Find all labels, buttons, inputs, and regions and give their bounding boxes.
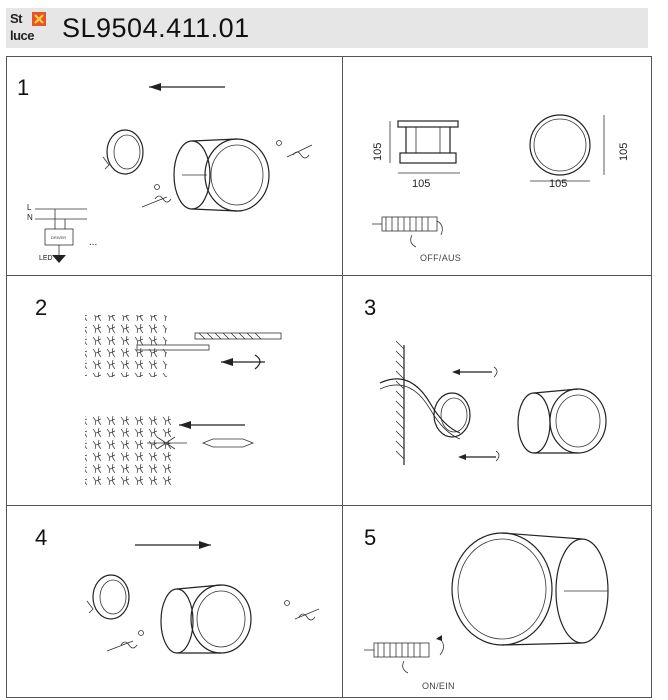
step-number: 4 <box>35 525 48 550</box>
model-number-title: SL9504.411.01 <box>62 13 250 43</box>
led-label: LED <box>39 255 53 262</box>
height-dimension-right: 105 <box>618 142 630 161</box>
more-ellipsis: ... <box>89 237 98 248</box>
step-1-illustration <box>7 57 342 275</box>
step-number: 3 <box>364 295 377 320</box>
dimensions-panel <box>342 57 652 275</box>
step-5-panel <box>342 505 652 699</box>
wire-l-label: L <box>27 203 32 212</box>
switch-off-caption: OFF/AUS <box>420 253 462 263</box>
wire-n-label: N <box>27 213 33 222</box>
document-header <box>6 8 648 48</box>
brand-logo <box>10 10 50 46</box>
dimensions-illustration <box>342 57 652 275</box>
step-1-panel <box>7 57 342 275</box>
step-4-panel <box>7 505 342 699</box>
width-dimension-right: 105 <box>549 178 568 190</box>
height-dimension-left: 105 <box>372 142 384 161</box>
instruction-grid <box>6 56 652 698</box>
logo-text-top: St <box>10 11 22 26</box>
step-4-illustration <box>7 505 342 699</box>
step-number: 2 <box>35 295 48 320</box>
logo-mark-icon <box>32 12 46 26</box>
step-2-panel <box>7 275 342 505</box>
step-3-panel <box>342 275 652 505</box>
step-5-illustration <box>342 505 652 699</box>
step-2-illustration <box>7 275 342 505</box>
step-number: 1 <box>17 75 30 100</box>
driver-label: DRIVER <box>51 235 67 240</box>
logo-text-bottom: luce <box>10 28 35 43</box>
step-number: 5 <box>364 525 377 550</box>
step-3-illustration <box>342 275 652 505</box>
switch-on-caption: ON/EIN <box>422 681 455 691</box>
width-dimension-left: 105 <box>412 178 431 190</box>
